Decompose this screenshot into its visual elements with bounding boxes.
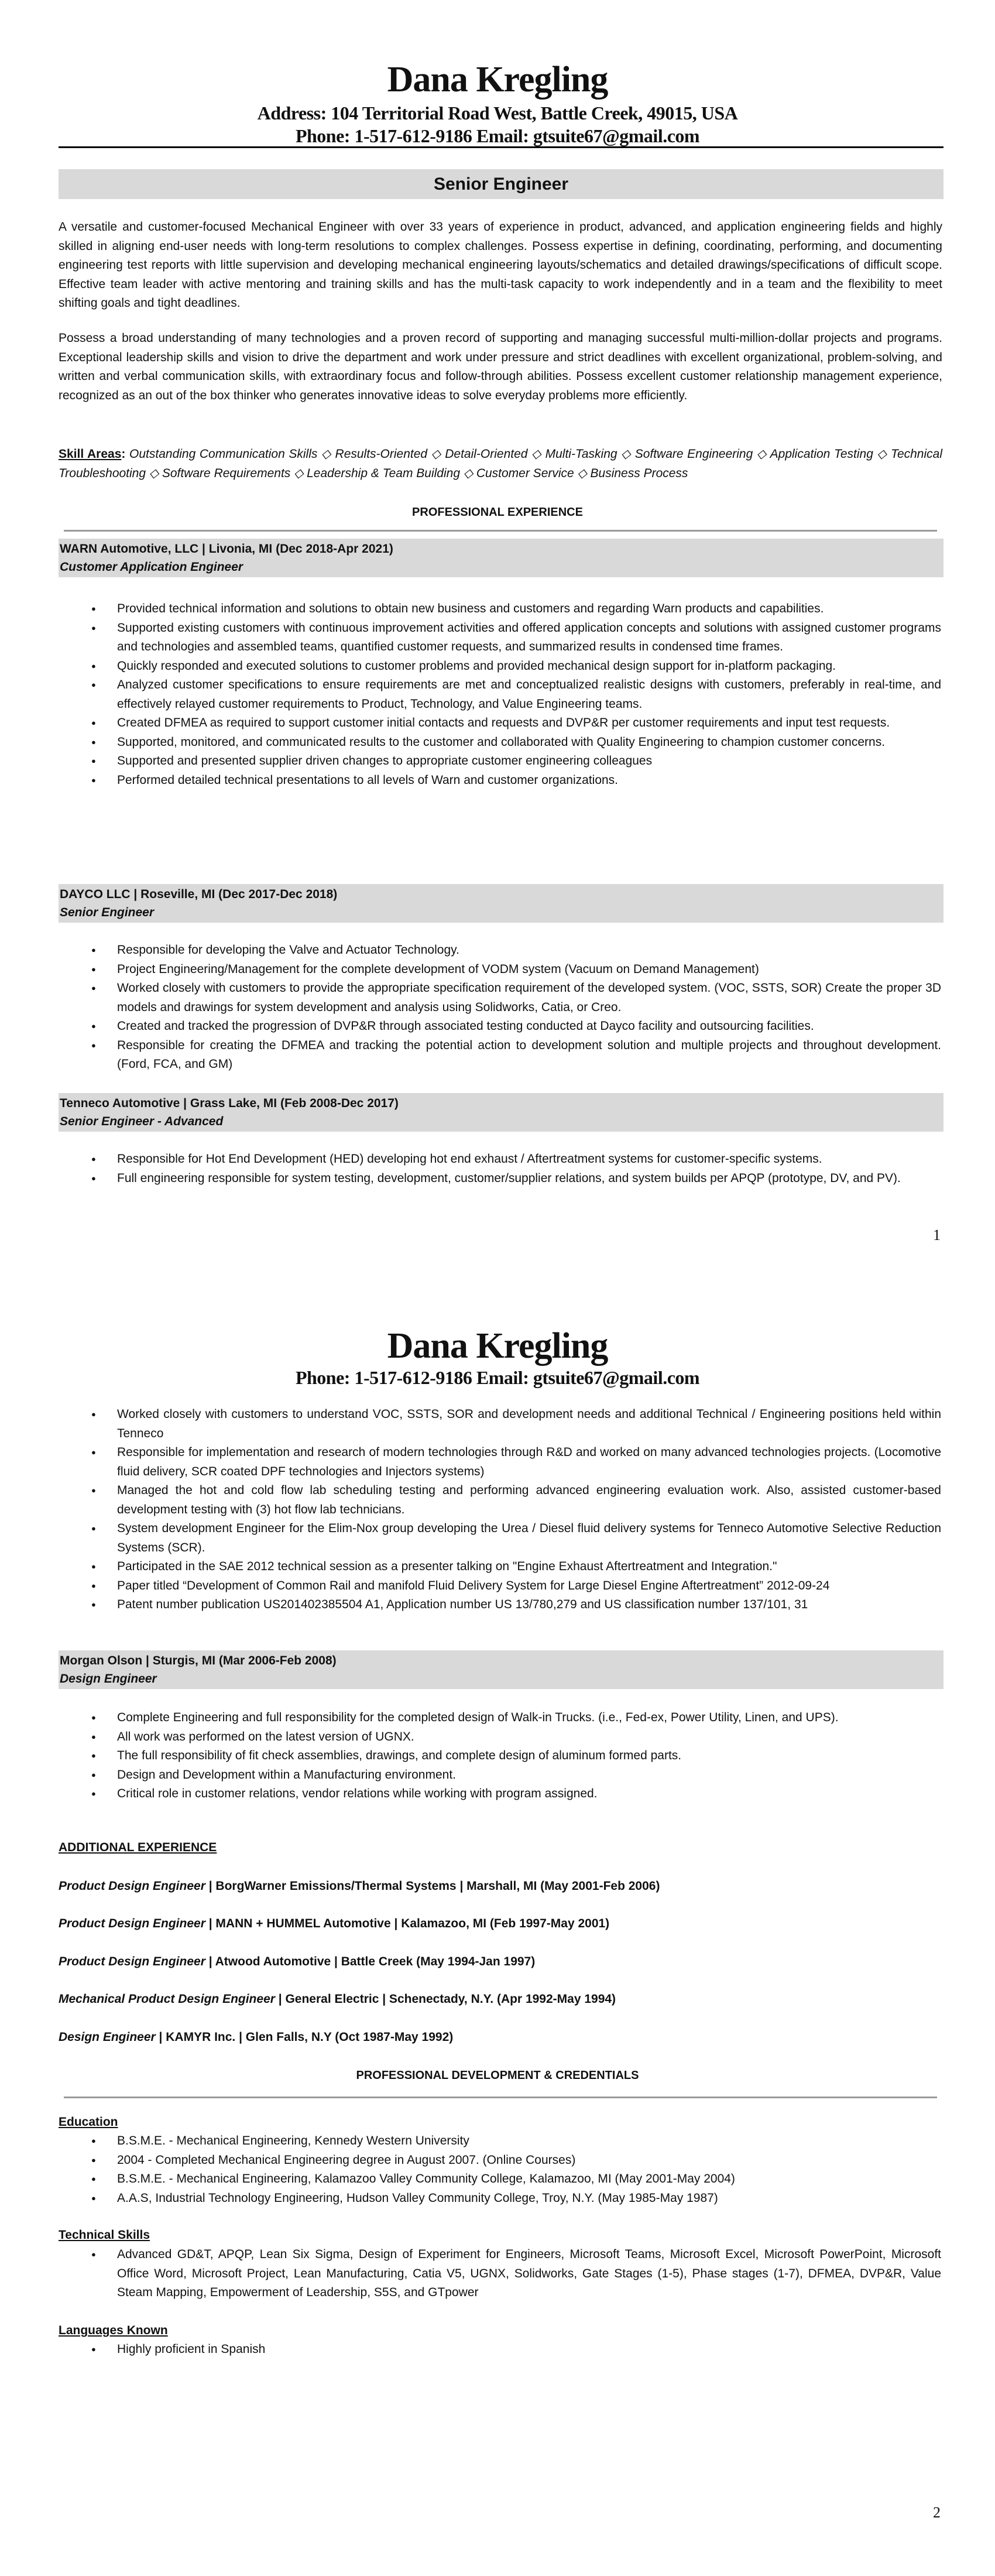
bullet-icon: ● xyxy=(91,1022,96,1030)
bullet-item xyxy=(88,752,941,771)
bullet-icon: ● xyxy=(91,1751,96,1760)
bullet-text: Quickly responded and executed solutions to customer problems and provided mechanical design support for in-platform packaging. xyxy=(117,659,836,673)
bullet-icon: ● xyxy=(91,964,96,974)
bullet-item xyxy=(88,1169,941,1188)
additional-experience-entry xyxy=(59,2029,453,2046)
bullet-text: Highly proficient in Spanish xyxy=(117,2342,266,2356)
bullet-text: System development Engineer for the Elim-Nox group developing the Urea / Diesel fluid delivery systems for Tenneco Automotive Selective Reduction Systems (SCR). xyxy=(117,1522,941,1554)
job-company: WARN Automotive, LLC | Livonia, MI (Dec 2018-Apr 2021) xyxy=(60,542,393,556)
job-bullets-warn xyxy=(88,600,941,790)
professional-experience-heading: PROFESSIONAL EXPERIENCE xyxy=(412,506,583,519)
education-heading: Education xyxy=(59,2115,118,2129)
section-divider xyxy=(64,530,937,532)
candidate-name: Dana Kregling xyxy=(387,1326,608,1366)
job-role: Design Engineer xyxy=(60,1672,157,1686)
bullet-icon: ● xyxy=(91,946,96,954)
bullet-item xyxy=(88,1784,941,1804)
bullet-text: Advanced GD&T, APQP, Lean Six Sigma, Design of Experiment for Engineers, Microsoft Teams, Microsoft Excel, Microsoft PowerPoint, Microsoft Office Word, Microsoft Project, Lean Manufacturing, Catia V5, UGNX, Solidworks, Gate Stages (1-5), Phase stages (1-7), DFMEA, DVP&R, Value Steam Mapping, Empowerment of Leadership, S5S, and GTpower xyxy=(117,2248,941,2299)
bullet-item xyxy=(88,771,941,790)
bullet-icon: ● xyxy=(91,1789,96,1798)
section-divider xyxy=(64,2097,937,2098)
bullet-icon: ● xyxy=(91,1713,96,1722)
bullet-text: Critical role in customer relations, vendor relations while working with program assigned. xyxy=(117,1787,598,1800)
bullet-icon: ● xyxy=(91,2250,96,2259)
bullet-item xyxy=(88,676,941,714)
bullet-text: Design and Development within a Manufacturing environment. xyxy=(117,1767,456,1782)
bullet-icon: ● xyxy=(91,718,96,727)
job-header-dayco xyxy=(59,884,943,923)
bullet-text: Paper titled “Development of Common Rail and manifold Fluid Delivery System for Large Diesel Engine Aftertreatment” 2012-09-24 xyxy=(117,1578,830,1592)
entry-details: | BorgWarner Emissions/Thermal Systems | Marshall, MI (May 2001-Feb 2006) xyxy=(205,1879,660,1893)
bullet-text: Performed detailed technical presentations to all levels of Warn and customer organizations. xyxy=(117,773,619,787)
bullet-icon: ● xyxy=(91,2345,96,2354)
credentials-heading: PROFESSIONAL DEVELOPMENT & CREDENTIALS xyxy=(356,2069,639,2082)
bullet-text: Analyzed customer specifications to ensure requirements are met and conceptualized realistic designs with customers, preferably in real-time, and effectively relayed customer requirements to Product, Technology, and Value Engineering teams. xyxy=(117,678,941,711)
entry-details: | KAMYR Inc. | Glen Falls, N.Y (Oct 1987-May 1992) xyxy=(155,2030,454,2044)
technical-skills-heading: Technical Skills xyxy=(59,2228,150,2242)
job-bullets-dayco xyxy=(88,941,941,1074)
bullet-icon: ● xyxy=(91,775,96,785)
bullet-text: B.S.M.E. - Mechanical Engineering, Kalamazoo Valley Community College, Kalamazoo, MI (May 2001-May 2004) xyxy=(117,2172,735,2186)
bullet-icon: ● xyxy=(91,623,96,632)
entry-details: | General Electric | Schenectady, N.Y. (Apr 1992-May 1994) xyxy=(275,1992,616,2006)
bullet-item xyxy=(88,1595,941,1615)
additional-experience-entry xyxy=(59,1953,535,1971)
bullet-text: All work was performed on the latest version of UGNX. xyxy=(117,1729,414,1743)
summary-paragraph-2: Possess a broad understanding of many technologies and a proven record of supporting and managing successful multi-million-dollar projects and programs. Exceptional leadership skills and vision to drive the department and work under pressure and strict deadlines with excellent organizational, problem-solving, and written and verbal communication skills, with extraordinary focus and follow-through abilities. Possess excellent customer relationship management experience, recognized as an out of the box thinker who generates innovative ideas to solve everyday problems more efficiently. xyxy=(59,331,942,402)
candidate-name: Dana Kregling xyxy=(387,60,608,100)
languages-heading: Languages Known xyxy=(59,2324,168,2337)
bullet-text: Created and tracked the progression of DVP&R through associated testing conducted at Dayco facility and outsourcing facilities. xyxy=(117,1019,814,1033)
bullet-item xyxy=(88,1443,941,1481)
languages-list xyxy=(88,2340,941,2359)
entry-role: Design Engineer xyxy=(59,2030,156,2044)
contact-line: Phone: 1-517-612-9186 Email: gtsuite67@gmail.com xyxy=(295,1367,700,1388)
bullet-icon: ● xyxy=(91,680,96,689)
bullet-text: The full responsibility of fit check assemblies, drawings, and complete design of aluminum formed parts. xyxy=(117,1749,682,1762)
entry-role: Product Design Engineer xyxy=(59,1917,205,1930)
bullet-icon: ● xyxy=(91,737,96,746)
bullet-item xyxy=(88,1519,941,1557)
header-divider xyxy=(59,146,943,148)
bullet-item xyxy=(88,1708,941,1728)
bullet-item xyxy=(88,2170,941,2189)
job-bullets-tenneco xyxy=(88,1150,941,1188)
additional-experience-entry xyxy=(59,1991,616,2008)
bullet-icon: ● xyxy=(91,1448,96,1457)
bullet-item xyxy=(88,979,941,1017)
bullet-item xyxy=(88,714,941,733)
bullet-item xyxy=(88,1017,941,1036)
job-company: Morgan Olson | Sturgis, MI (Mar 2006-Feb 2008) xyxy=(60,1654,337,1667)
skill-areas-label: Skill Areas xyxy=(59,447,122,461)
bullet-icon: ● xyxy=(91,1770,96,1779)
bullet-item xyxy=(88,2340,941,2359)
bullet-icon: ● xyxy=(91,2174,96,2183)
bullet-text: Full engineering responsible for system testing, development, customer/supplier relations, and system builds per APQP (prototype, DV, and PV). xyxy=(117,1171,901,1185)
bullet-item xyxy=(88,1405,941,1443)
bullet-item xyxy=(88,2245,941,2303)
bullet-text: Project Engineering/Management for the complete development of VODM system (Vacuum on Demand Management) xyxy=(117,962,759,976)
bullet-icon: ● xyxy=(91,1486,96,1495)
bullet-icon: ● xyxy=(91,2193,96,2202)
bullet-text: 2004 - Completed Mechanical Engineering degree in August 2007. (Online Courses) xyxy=(117,2153,576,2167)
bullet-text: B.S.M.E. - Mechanical Engineering, Kennedy Western University xyxy=(117,2134,469,2147)
bullet-text: Responsible for implementation and research of modern technologies through R&D and worked on many advanced technologies projects. (Locomotive fluid delivery, SCR coated DPF technologies and Injectors systems) xyxy=(117,1445,941,1478)
bullet-item xyxy=(88,1150,941,1169)
contact-line: Phone: 1-517-612-9186 Email: gtsuite67@gmail.com xyxy=(295,125,700,146)
bullet-item xyxy=(88,733,941,752)
bullet-icon: ● xyxy=(91,604,96,613)
job-role: Senior Engineer - Advanced xyxy=(60,1115,224,1128)
education-list xyxy=(88,2132,941,2208)
bullet-text: Responsible for developing the Valve and Actuator Technology. xyxy=(117,943,459,957)
job-header-tenneco xyxy=(59,1093,943,1132)
bullet-icon: ● xyxy=(91,2136,96,2145)
page-number: 1 xyxy=(933,1227,941,1244)
technical-skills-list xyxy=(88,2245,941,2303)
bullet-text: Responsible for Hot End Development (HED) developing hot end exhaust / Aftertreatment systems for customer-specific systems. xyxy=(117,1152,822,1166)
job-company: DAYCO LLC | Roseville, MI (Dec 2017-Dec 2018) xyxy=(60,888,338,901)
summary-paragraph-1: A versatile and customer-focused Mechanical Engineer with over 33 years of experience in product, advanced, and application engineering fields and highly skilled in aligning end-user needs with long-term resolutions to complex challenges. Possess expertise in defining, coordinating, performing, and documenting engineering test reports with little supervision and developing mechanical engineering layouts/schematics and detailed drawings/specifications of difficult scope. Effective team leader with active mentoring and training skills and has the multi-task capacity to work independently and in a team and the flexibility to meet shifting goals and tight deadlines. xyxy=(59,220,942,310)
bullet-item xyxy=(88,600,941,619)
page-number: 2 xyxy=(933,2504,941,2521)
bullet-text: Managed the hot and cold flow lab scheduling testing and performing advanced engineering evaluation work. Also, assisted customer-based development testing with (3) hot flow lab technicians. xyxy=(117,1484,941,1516)
bullet-item xyxy=(88,2132,941,2151)
job-role: Senior Engineer xyxy=(60,906,155,919)
bullet-text: Responsible for creating the DFMEA and tracking the potential action to development solution and multiple projects and throughout development. (Ford, FCA, and GM) xyxy=(117,1038,941,1071)
bullet-text: Worked closely with customers to understand VOC, SSTS, SOR and development needs and additional Technical / Engineering positions held within Tenneco xyxy=(117,1407,941,1440)
bullet-text: Supported existing customers with continuous improvement activities and offered application concepts and solutions with assigned customer programs and technologies and assembled teams, quantified customer requests, and summarized results in condensed time frames. xyxy=(117,621,941,653)
bullet-item xyxy=(88,619,941,657)
job-company: Tenneco Automotive | Grass Lake, MI (Feb 2008-Dec 2017) xyxy=(60,1097,399,1110)
bullet-item xyxy=(88,1036,941,1074)
skill-areas: Skill Areas: Outstanding Communication Skills ◇ Results-Oriented ◇ Detail-Oriented ◇ Multi-Tasking ◇ Software Engineering ◇ Application Testing ◇ Technical Troubleshooting ◇ Software Requirements ◇ Leadership & Team Building ◇ Customer Service ◇ Business Process xyxy=(59,447,943,480)
bullet-icon: ● xyxy=(91,1410,96,1419)
address-line: Address: 104 Territorial Road West, Battle Creek, 49015, USA xyxy=(257,102,738,124)
entry-details: | MANN + HUMMEL Automotive | Kalamazoo, MI (Feb 1997-May 2001) xyxy=(205,1917,610,1930)
bullet-item xyxy=(88,2189,941,2208)
bullet-text: Supported, monitored, and communicated results to the customer and collaborated with Quality Engineering to champion customer concerns. xyxy=(117,735,886,749)
job-header-morgan-olson xyxy=(59,1650,943,1689)
bullet-item xyxy=(88,1728,941,1747)
bullet-icon: ● xyxy=(91,1155,96,1163)
entry-role: Mechanical Product Design Engineer xyxy=(59,1992,275,2006)
bullet-icon: ● xyxy=(91,1562,96,1571)
bullet-icon: ● xyxy=(91,1581,96,1590)
bullet-text: Created DFMEA as required to support customer initial contacts and requests and DVP&R per customer requirements and input test requests. xyxy=(117,716,890,729)
bullet-text: Provided technical information and solutions to obtain new business and customers and regarding Warn products and capabilities. xyxy=(117,602,824,615)
bullet-item xyxy=(88,657,941,676)
bullet-text: Worked closely with customers to provide the appropriate specification requirement of the developed system. (VOC, SSTS, SOR) Create the proper 3D models and drawings for system development and analysis using Solidworks, Catia, or Creo. xyxy=(117,981,941,1014)
entry-details: | Atwood Automotive | Battle Creek (May 1994-Jan 1997) xyxy=(205,1955,536,1968)
bullet-icon: ● xyxy=(91,661,96,670)
entry-role: Product Design Engineer xyxy=(59,1879,205,1893)
job-header-warn xyxy=(59,539,943,577)
entry-role: Product Design Engineer xyxy=(59,1955,205,1968)
bullet-icon: ● xyxy=(91,1524,96,1533)
bullet-icon: ● xyxy=(91,1732,96,1741)
skill-areas-list: Outstanding Communication Skills ◇ Results-Oriented ◇ Detail-Oriented ◇ Multi-Tasking ◇ Software Engineering ◇ Application Testing ◇ Technical Troubleshooting ◇ Software Requirements ◇ Leadership & Team Building ◇ Customer Service ◇ Business Process xyxy=(59,447,943,480)
bullet-icon: ● xyxy=(91,2155,96,2164)
bullet-item xyxy=(88,941,941,960)
bullet-icon: ● xyxy=(91,1600,96,1609)
bullet-item xyxy=(88,1481,941,1519)
job-bullets-tenneco-continued xyxy=(88,1405,941,1615)
additional-experience-entry xyxy=(59,1915,609,1933)
bullet-item xyxy=(88,2151,941,2170)
bullet-icon: ● xyxy=(91,1040,96,1050)
bullet-text: Patent number publication US201402385504 A1, Application number US 13/780,279 and US classification number 137/101, 31 xyxy=(117,1598,808,1611)
bullet-icon: ● xyxy=(91,756,96,765)
job-role: Customer Application Engineer xyxy=(60,560,243,574)
job-title-banner: Senior Engineer xyxy=(59,169,943,199)
bullet-icon: ● xyxy=(91,984,96,992)
bullet-item xyxy=(88,1766,941,1785)
additional-experience-entry xyxy=(59,1878,660,1895)
bullet-icon: ● xyxy=(91,1173,96,1183)
bullet-text: Supported and presented supplier driven changes to appropriate customer engineering colleagues xyxy=(117,754,653,768)
bullet-item xyxy=(88,1577,941,1596)
bullet-text: A.A.S, Industrial Technology Engineering, Hudson Valley Community College, Troy, N.Y. (May 1985-May 1987) xyxy=(117,2191,718,2205)
job-bullets-morgan-olson xyxy=(88,1708,941,1804)
bullet-text: Participated in the SAE 2012 technical session as a presenter talking on "Engine Exhaust Aftertreatment and Integration." xyxy=(117,1560,777,1573)
bullet-text: Complete Engineering and full responsibility for the completed design of Walk-in Trucks. (i.e., Fed-ex, Power Utility, Linen, and UPS). xyxy=(117,1711,839,1724)
bullet-item xyxy=(88,960,941,979)
bullet-item xyxy=(88,1557,941,1577)
bullet-item xyxy=(88,1746,941,1766)
additional-experience-heading: ADDITIONAL EXPERIENCE xyxy=(59,1841,217,1854)
